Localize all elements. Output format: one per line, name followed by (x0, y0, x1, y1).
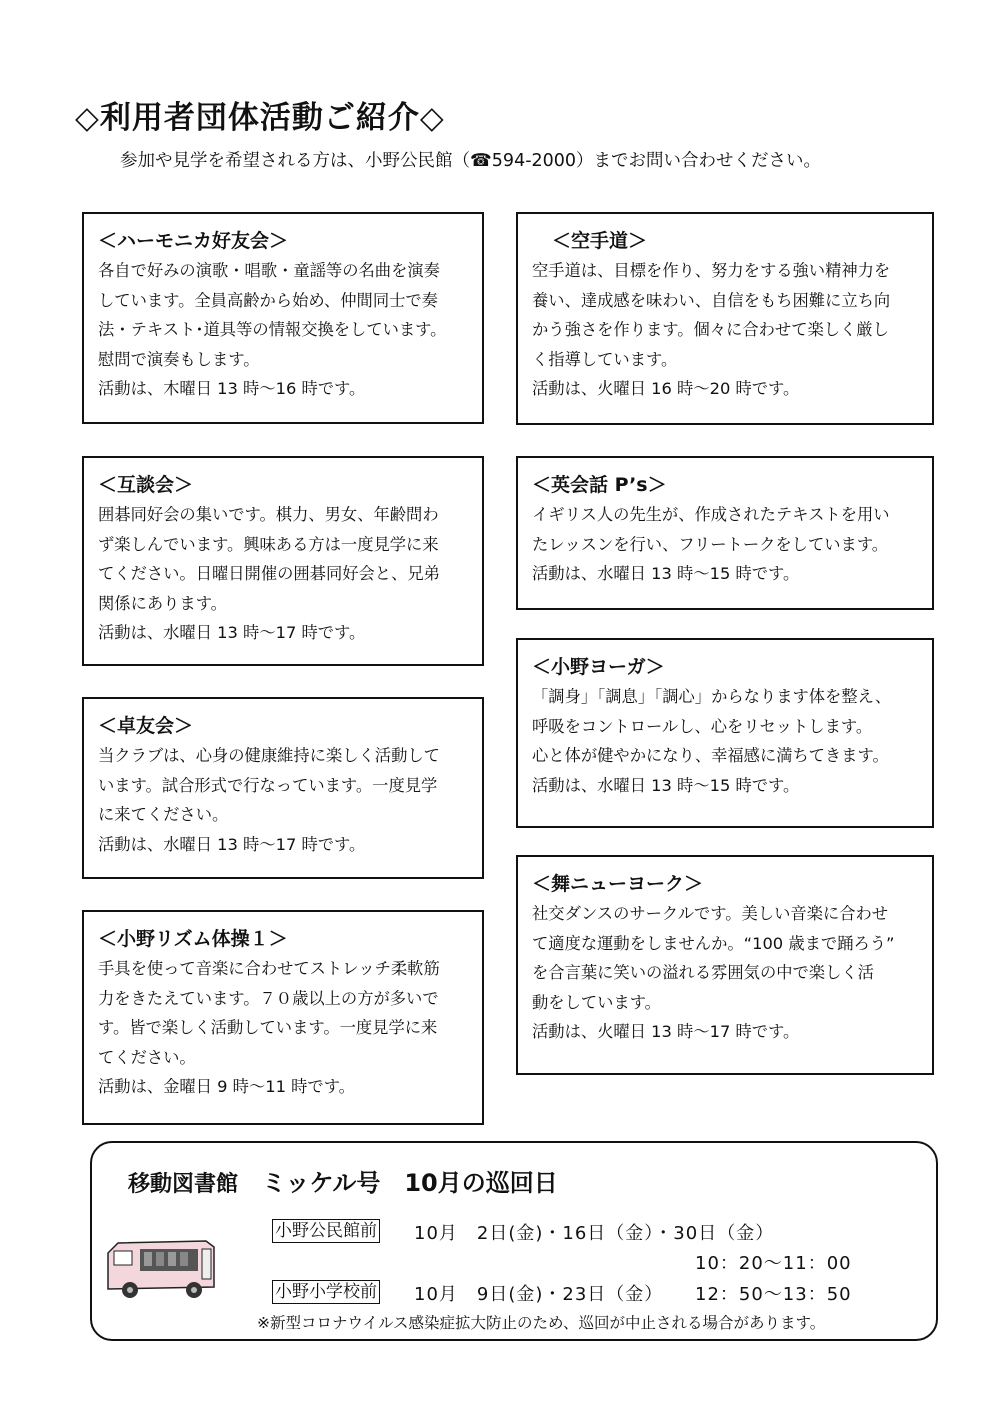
group-text-line: て適度な運動をしませんか。“100 歳まで踊ろう” (532, 933, 895, 953)
group-text-line: てください。日曜日開催の囲碁同好会と、兄弟 (98, 564, 440, 583)
group-text-line: 空手道は、目標を作り、努力をする強い精神力を (532, 261, 891, 280)
group-text-line: います。試合形式で行なっています。一度見学 (98, 775, 438, 795)
page-title: ◇利用者団体活動ご紹介◇ (75, 100, 445, 136)
group-schedule: 活動は、水曜日 13 時～15 時です。 (532, 775, 800, 795)
group-schedule: 活動は、水曜日 13 時～15 時です。 (532, 564, 800, 583)
group-schedule: 活動は、水曜日 13 時～17 時です。 (98, 834, 366, 854)
group-text-line: 心と体が健やかになり、幸福感に満ちてきます。 (532, 746, 889, 765)
group-box-yoga (516, 638, 934, 828)
group-schedule: 活動は、木曜日 13 時～16 時です。 (98, 379, 366, 398)
group-text-line: 養い、達成感を味わい、自信をもち困難に立ち向 (532, 290, 891, 310)
group-text-line: を合言葉に笑いの溢れる雰囲気の中で楽しく活 (532, 963, 874, 982)
group-text-line: 慰問で演奏もします。 (98, 349, 260, 369)
group-schedule: 活動は、火曜日 16 時～20 時です。 (532, 379, 800, 398)
group-text-line: てください。 (98, 1047, 196, 1067)
group-box-eikaiwa (516, 456, 934, 610)
group-schedule: 活動は、火曜日 13 時～17 時です。 (532, 1022, 800, 1041)
group-box-takuyukai (82, 697, 484, 879)
group-title: ＜互談会＞ (98, 474, 194, 496)
group-box-karate (516, 212, 934, 425)
group-title: ＜ハーモニカ好友会＞ (98, 230, 289, 252)
mobile-library-title-part2: ミッケル号 (262, 1169, 381, 1197)
covid-note: ※新型コロナウイルス感染症拡大防止のため、巡回が中止される場合があります。 (257, 1314, 826, 1332)
intro-text: 参加や見学を希望される方は、小野公民館（☎594-2000）までお問い合わせください。 (120, 151, 822, 171)
group-text-line: 「調身」「調息」「調心」からなります体を整え、 (532, 687, 892, 706)
group-text-line: す。皆で楽しく活動しています。一度見学に来 (98, 1018, 438, 1037)
group-text-line: く指導しています。 (532, 349, 678, 369)
group-text-line: イギリス人の先生が、作成されたテキストを用い (532, 505, 890, 524)
group-schedule: 活動は、金曜日 9 時～11 時です。 (98, 1077, 355, 1096)
mobile-library-title-part1: 移動図書館 (128, 1172, 239, 1197)
group-text-line: ず楽しんでいます。興味ある方は一度見学に来 (98, 534, 439, 554)
stop-name-ono-kominkan: 小野公民館前 (272, 1219, 380, 1243)
stop1-time: 10：20～11：00 (695, 1253, 852, 1274)
group-text-line: 法・テキスト･道具等の情報交換をしています。 (98, 320, 447, 339)
stop-name-ono-shogakko: 小野小学校前 (272, 1280, 380, 1304)
group-text-line: たレッスンを行い、フリートークをしています。 (532, 534, 889, 554)
bookmobile-bus-icon (102, 1235, 220, 1303)
group-box-mai-newyork (516, 855, 934, 1075)
group-title: ＜小野ヨーガ＞ (532, 656, 665, 678)
group-text-line: 囲碁同好会の集いです。棋力、男女、年齢問わ (98, 505, 439, 524)
group-schedule: 活動は、水曜日 13 時～17 時です。 (98, 623, 366, 642)
group-title: ＜小野リズム体操１＞ (98, 928, 288, 950)
group-text-line: 各自で好みの演歌・唱歌・童謡等の名曲を演奏 (98, 261, 440, 280)
mobile-library-box (90, 1141, 938, 1341)
group-text-line: かう強さを作ります。個々に合わせて楽しく厳し (532, 320, 889, 339)
group-text-line: 呼吸をコントロールし、心をリセットします。 (532, 716, 873, 736)
mobile-library-title-part3: 10月の巡回日 (404, 1169, 558, 1197)
group-text-line: 動をしています。 (532, 992, 661, 1012)
group-text-line: しています。全員高齢から始め、仲間同士で奏 (98, 290, 438, 310)
group-text-line: 力をきたえています。７０歳以上の方が多いで (98, 988, 439, 1008)
stop2-dates: 10月 9日(金)・23日（金） (414, 1284, 664, 1305)
stop2-time: 12：50～13：50 (695, 1284, 852, 1305)
group-title: ＜舞ニューヨーク＞ (532, 873, 704, 895)
group-box-harmonica (82, 212, 484, 424)
stop1-dates: 10月 2日(金)・16日（金）・30日（金） (414, 1223, 775, 1244)
group-text-line: 手具を使って音楽に合わせてストレッチ柔軟筋 (98, 959, 440, 978)
group-text-line: に来てください。 (98, 805, 229, 824)
group-box-rhythm-taiso (82, 910, 484, 1125)
group-text-line: 社交ダンスのサークルです。美しい音楽に合わせ (532, 904, 889, 923)
group-title: ＜英会話 P’s＞ (532, 474, 667, 496)
group-box-godankai (82, 456, 484, 666)
group-title: ＜卓友会＞ (98, 715, 194, 737)
group-title: ＜空手道＞ (552, 230, 648, 252)
group-text-line: 関係にあります。 (98, 593, 227, 613)
group-text-line: 当クラブは、心身の健康維持に楽しく活動して (98, 746, 440, 765)
mobile-library-title (128, 1163, 558, 1198)
